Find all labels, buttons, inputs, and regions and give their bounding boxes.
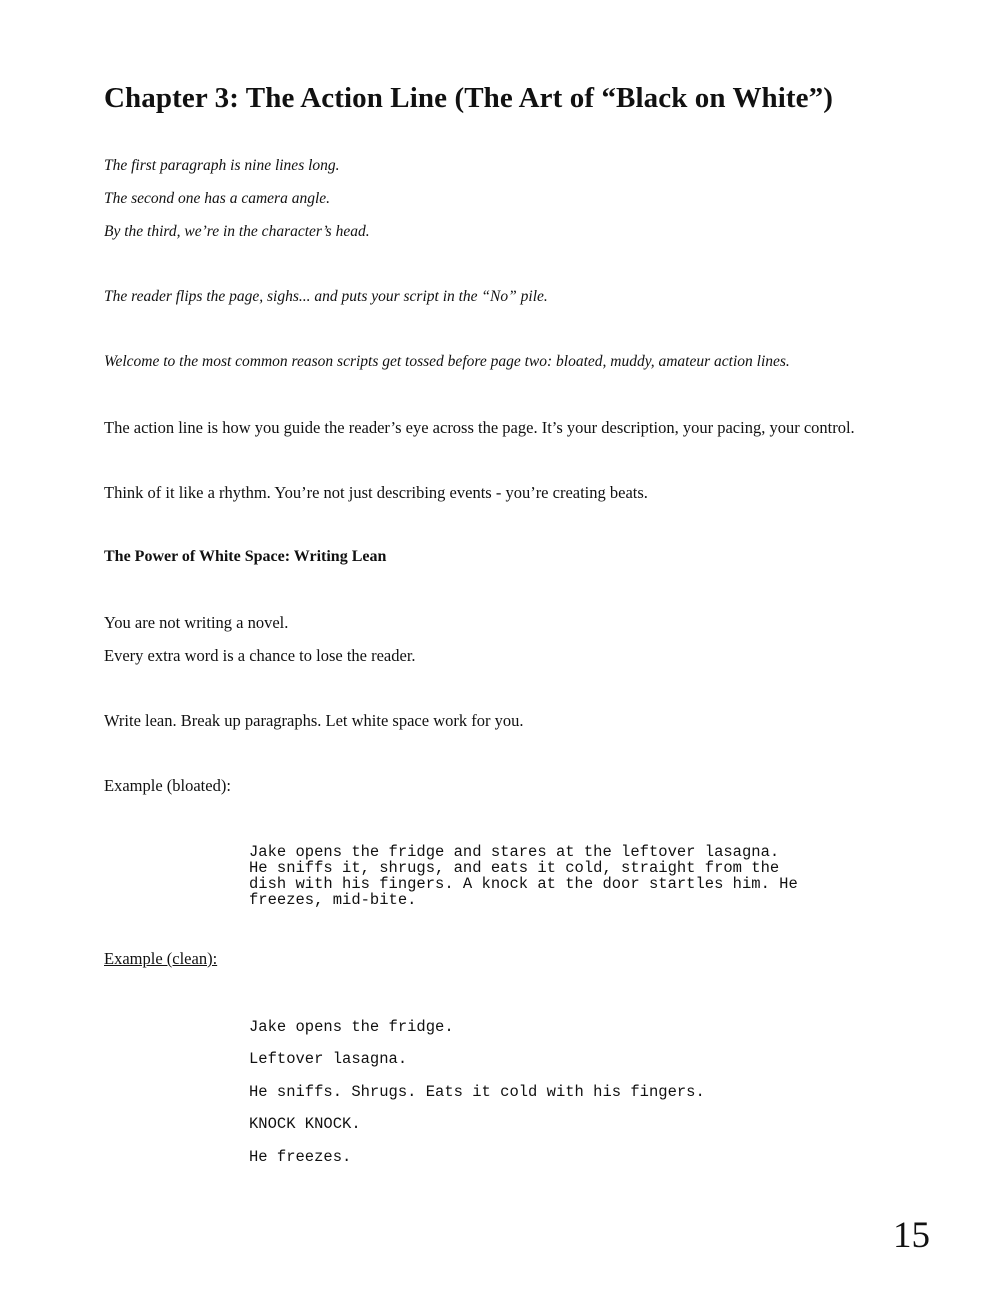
- example-clean-line-5: He freezes.: [249, 1148, 352, 1166]
- section-line-2: Every extra word is a chance to lose the reader.: [104, 646, 416, 665]
- intro-line-4: The reader flips the page, sighs... and puts your script in the “No” pile.: [104, 288, 548, 305]
- section-line-1: You are not writing a novel.: [104, 613, 289, 632]
- example-clean-label: Example (clean):: [104, 949, 218, 968]
- intro-line-3: By the third, we’re in the character’s head.: [104, 223, 370, 240]
- section-heading: The Power of White Space: Writing Lean: [104, 548, 387, 565]
- example-clean-line-2: Leftover lasagna.: [249, 1050, 408, 1068]
- example-bloated-label: Example (bloated):: [104, 776, 231, 795]
- example-bloated-block: Jake opens the fridge and stares at the leftover lasagna. He sniffs it, shrugs, and eats it cold, straight from the dish with his fingers. A knock at the door startles him. He freezes, mid-bite.: [249, 843, 798, 909]
- chapter-title: Chapter 3: The Action Line (The Art of “Black on White”): [104, 82, 834, 114]
- body-paragraph-2: Think of it like a rhythm. You’re not just describing events - you’re creating beats.: [104, 483, 648, 502]
- page-number: 15: [893, 1215, 930, 1256]
- example-clean-line-3: He sniffs. Shrugs. Eats it cold with his fingers.: [249, 1083, 705, 1101]
- example-clean-line-4: KNOCK KNOCK.: [249, 1115, 361, 1133]
- section-line-3: Write lean. Break up paragraphs. Let white space work for you.: [104, 711, 524, 730]
- intro-line-2: The second one has a camera angle.: [104, 190, 330, 207]
- intro-line-1: The first paragraph is nine lines long.: [104, 157, 340, 174]
- intro-line-5: Welcome to the most common reason scripts get tossed before page two: bloated, muddy, amateur action lines.: [104, 353, 790, 370]
- example-clean-line-1: Jake opens the fridge.: [249, 1018, 454, 1036]
- body-paragraph-1: The action line is how you guide the reader’s eye across the page. It’s your description, your pacing, your control.: [104, 418, 855, 437]
